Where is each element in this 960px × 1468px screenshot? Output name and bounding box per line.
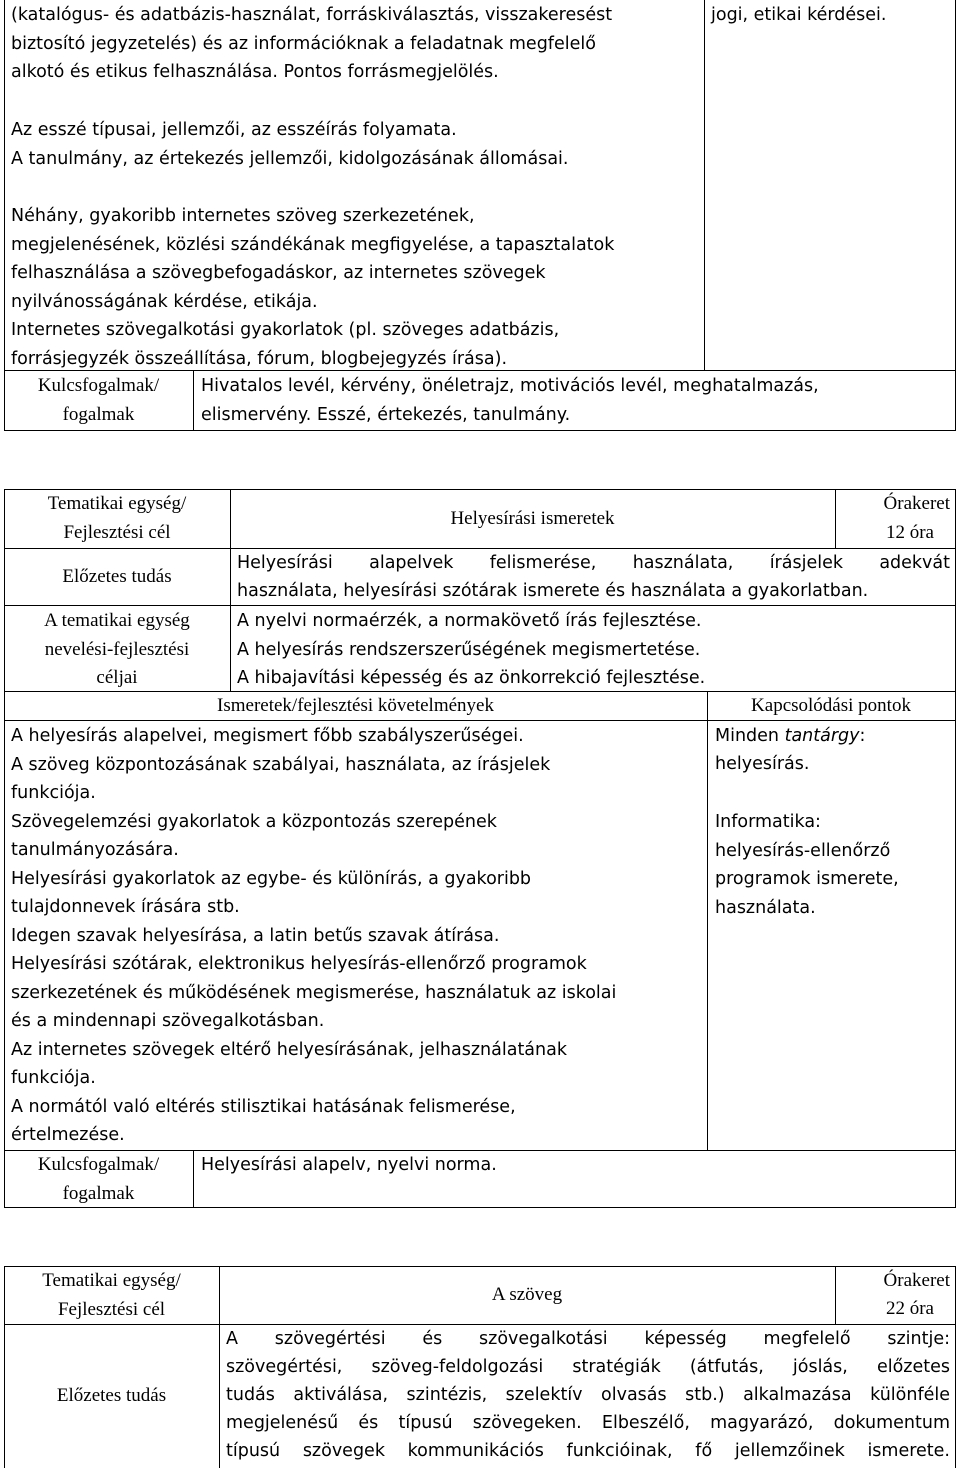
key-concepts-text: Helyesírási alapelv, nyelvi norma. (201, 1155, 497, 1175)
requirements-header: Ismeretek/fejlesztési követelmények (217, 695, 494, 716)
hours-value: 22 óra (885, 1298, 934, 1319)
prior-knowledge-line-4: megjelenésű és típusú szövegeken. Elbeszélő, magyarázó, dokumentum (226, 1413, 950, 1433)
content-paragraph-internet-texts: Néhány, gyakoribb internetes szöveg szerkezetének, megjelenésének, közlési szándékának megfigyelése, a tapasztalatok felhasználása a szövegbefogadáskor, az internetes szövegek nyilvánosságának kérdése, etikája. (11, 206, 615, 312)
prior-knowledge-label: Előzetes tudás (62, 566, 172, 587)
hours-value: 12 óra (885, 522, 934, 543)
goals-text: A nyelvi normaérzék, a normakövető írás fejlesztése. A helyesírás rendszerszerűségének megismertetése. A hibajavítási képesség és az önkorrekció fejlesztése. (237, 611, 706, 688)
content-paragraph-internet-practice: Internetes szövegalkotási gyakorlatok (pl. szöveges adatbázis, forrásjegyzék összeállítása, fórum, blogbejegyzés írása). (11, 320, 560, 369)
unit-title: A szöveg (491, 1284, 563, 1305)
prior-knowledge-line-1: Helyesírási alapelvek felismerése, használata, írásjelek adekvát (237, 553, 950, 573)
prior-knowledge-line-1: A szövegértési és szövegalkotási képesség megfelelő szintje: (226, 1329, 950, 1349)
key-concepts-label: Kulcsfogalmak/ fogalmak (37, 375, 160, 425)
content-paragraph-essay: Az esszé típusai, jellemzői, az esszéírás folyamata. A tanulmány, az értekezés jellemzői, kidolgozásának állomásai. (11, 120, 569, 169)
connections-header: Kapcsolódási pontok (751, 695, 911, 716)
connection-informatics: Informatika: helyesírás-ellenőrző programok ismerete, használata. (715, 812, 899, 918)
unit-title: Helyesírási ismeretek (450, 508, 615, 529)
prior-knowledge-line-2: szövegértési, szöveg-feldolgozási stratégiák (átfutás, jóslás, előzetes (226, 1357, 950, 1377)
prior-knowledge-line-2: használata, helyesírási szótárak ismerete és használata a gyakorlatban. (237, 581, 869, 601)
prior-knowledge-line-3: tudás aktiválása, szintézis, szelektív olvasás stb.) alkalmazása különféle (226, 1385, 950, 1405)
key-concepts-text: Hivatalos levél, kérvény, önéletrajz, motivációs levél, meghatalmazás, elismervény. Esszé, értekezés, tanulmány. (201, 376, 819, 425)
prior-knowledge-label: Előzetes tudás (56, 1385, 167, 1406)
content-paragraph-sources: (katalógus- és adatbázis-használat, forráskiválasztás, visszakeresést biztosító jegyzetelés) és az információknak a feladatnak megfelelő alkotó és etikus felhasználása. Pontos forrásmegjelölés. (11, 5, 613, 82)
goals-label: A tematikai egység nevelési-fejlesztési céljai (44, 610, 190, 688)
key-concepts-label: Kulcsfogalmak/ fogalmak (37, 1154, 160, 1204)
connection-all-subjects: Minden tantárgy: (715, 726, 866, 746)
requirements-text: A helyesírás alapelvei, megismert főbb szabályszerűségei. A szöveg központozásának szabályai, használata, az írásjelek funkciója. Szövegelemzési gyakorlatok a központozás szerepének tanulmányozására. Helyesírási gyakorlatok az egybe- és különírás, a gyakoribb tulajdonnevek írására stb. Idegen szavak helyesírása, a latin betűs szavak átírása. Helyesírási szótárak, elektronikus helyesírás-ellenőrző programok szerkezetének és működésének megismerése, használatuk az iskolai és a mindennapi szövegalkotásban. Az internetes szövegek eltérő helyesírásának, jelhasználatának funkciója. A normától való eltérés stilisztikai hatásának felismerése, értelmezése. (11, 726, 617, 1145)
unit-label: Tematikai egység/ Fejlesztési cél (42, 1270, 181, 1320)
prior-knowledge-line-5: típusú szövegek kommunikációs funkcióinak, fő jellemzőinek ismerete. (226, 1441, 950, 1461)
connection-text: jogi, etikai kérdései. (711, 5, 887, 25)
hours-label: Órakeret (883, 493, 950, 514)
unit-label: Tematikai egység/ Fejlesztési cél (47, 493, 187, 543)
connection-spelling: helyesírás. (715, 754, 810, 774)
hours-label: Órakeret (883, 1270, 950, 1291)
